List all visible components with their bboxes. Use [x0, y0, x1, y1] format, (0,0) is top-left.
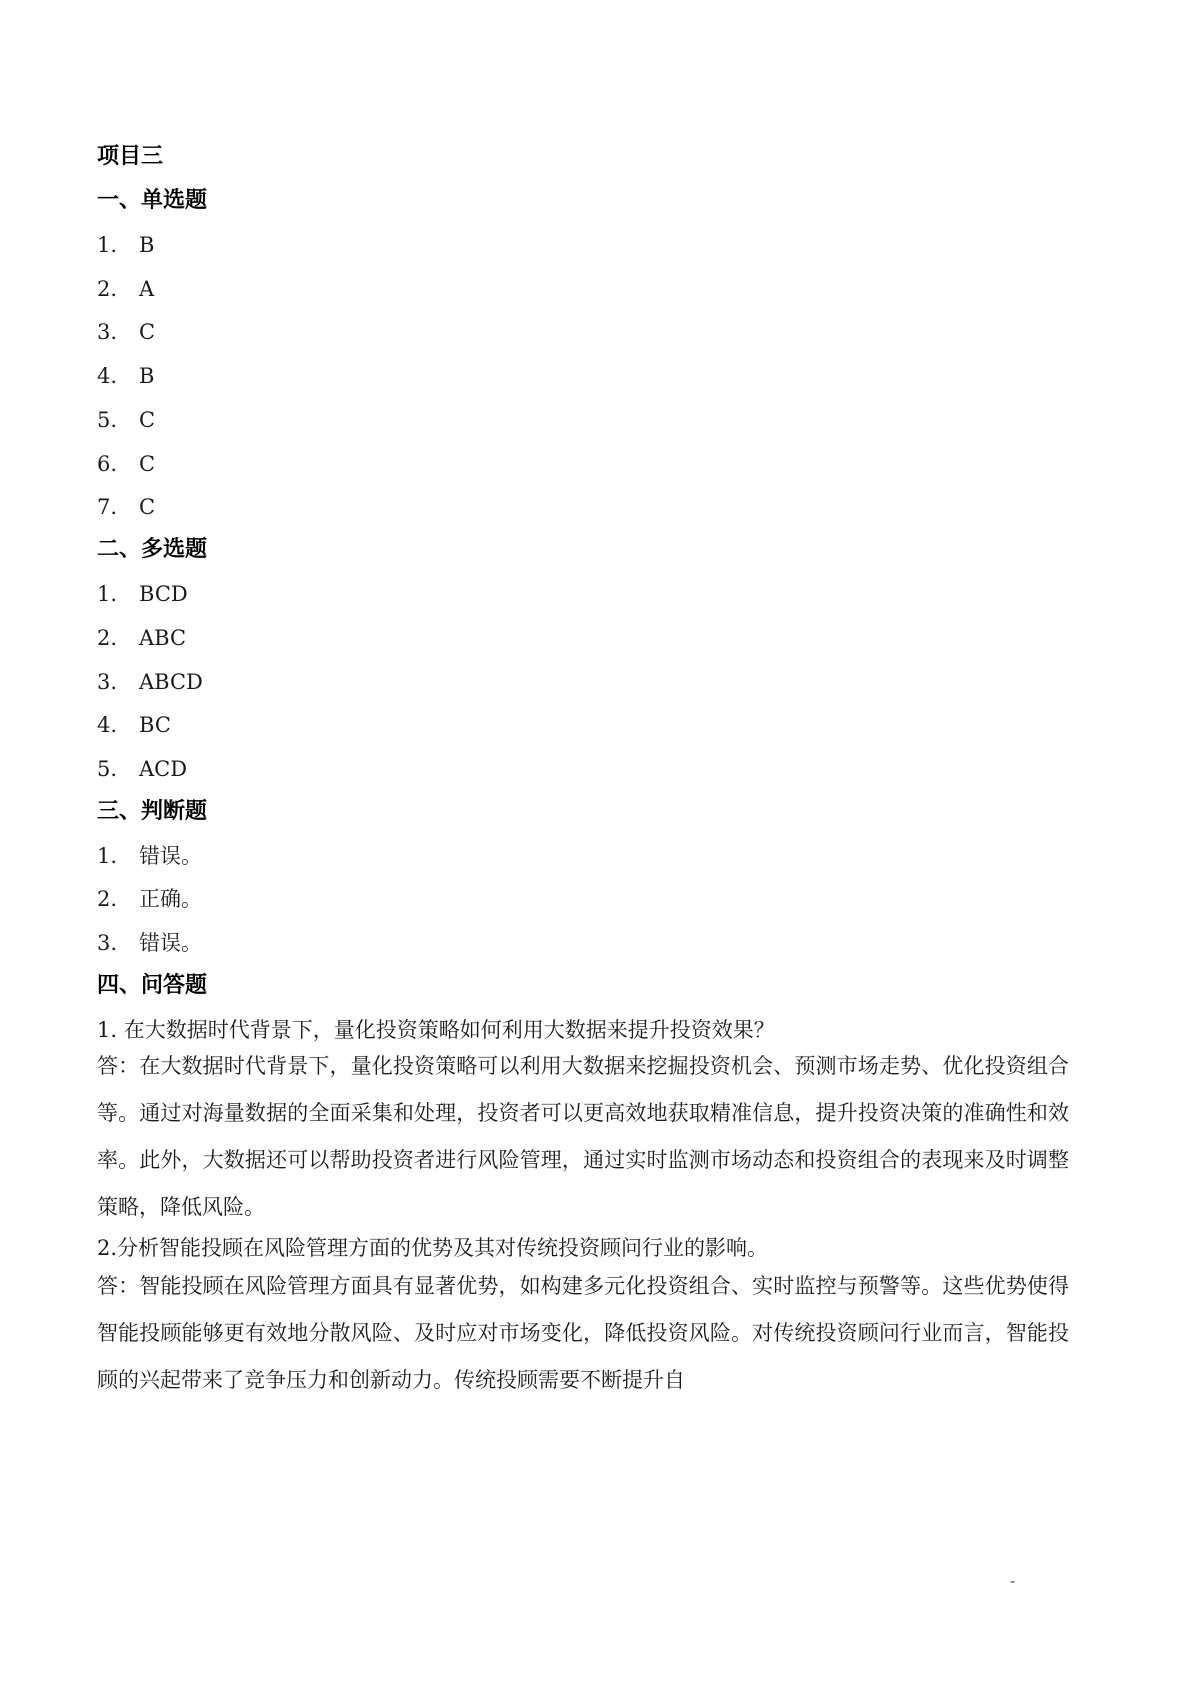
- answer-number: 3.: [97, 931, 118, 955]
- multiple-choice-answer-3: [97, 667, 203, 697]
- answer-number: 1.: [97, 844, 118, 868]
- single-choice-answer-7: [97, 492, 155, 522]
- answer-number: 2.: [97, 277, 118, 301]
- section-heading-single-choice: 一、单选题: [97, 188, 208, 213]
- answer-number: 7.: [97, 495, 118, 519]
- section-heading-true-false: 三、判断题: [97, 799, 208, 824]
- answer-value: B: [139, 364, 155, 388]
- answer-value: 正确。: [139, 887, 202, 911]
- multiple-choice-answer-2: [97, 623, 186, 653]
- answer-value: BC: [139, 713, 171, 737]
- section-heading-short-answer: 四、问答题: [97, 973, 208, 998]
- answer-2-paragraph: 答：智能投顾在风险管理方面具有显著优势，如构建多元化投资组合、实时监控与预警等。这些优势使得智能投顾能够更有效地分散风险、及时应对市场变化，降低投资风险。对传统投资顾问行业而言，智能投顾的兴起带来了竞争压力和创新动力。传统投顾需要不断提升自: [97, 1274, 1069, 1392]
- answer-number: 4.: [97, 364, 118, 388]
- single-choice-answer-4: [97, 361, 154, 391]
- answer-number: 4.: [97, 713, 118, 737]
- answer-1-paragraph: 答：在大数据时代背景下，量化投资策略可以利用大数据来挖掘投资机会、预测市场走势、优化投资组合等。通过对海量数据的全面采集和处理，投资者可以更高效地获取精准信息，提升投资决策的准确性和效率。此外，大数据还可以帮助投资者进行风险管理，通过实时监测市场动态和投资组合的表现来及时调整策略，降低风险。: [97, 1054, 1069, 1219]
- answer-value: C: [139, 495, 156, 519]
- answer-value: C: [139, 408, 156, 432]
- single-choice-answer-3: [97, 317, 155, 347]
- true-false-answer-1: [97, 841, 202, 871]
- page-number-mark: -: [1010, 1574, 1016, 1590]
- answer-number: 3.: [97, 670, 118, 694]
- answer-number: 5.: [97, 408, 118, 432]
- answer-value: B: [139, 233, 155, 257]
- answer-value: ACD: [139, 757, 188, 781]
- single-choice-answer-1: [97, 230, 154, 260]
- question-2: 2.分析智能投顾在风险管理方面的优势及其对传统投资顾问行业的影响。: [97, 1236, 769, 1260]
- answer-number: 2.: [97, 626, 118, 650]
- answer-value: 错误。: [139, 931, 202, 955]
- single-choice-answer-5: [97, 405, 155, 435]
- section-heading-multiple-choice: 二、多选题: [97, 537, 208, 562]
- answer-value: BCD: [139, 582, 188, 606]
- answer-number: 6.: [97, 452, 118, 476]
- answer-value: A: [139, 277, 155, 301]
- answer-value: C: [139, 320, 156, 344]
- single-choice-answer-6: [97, 449, 155, 479]
- answer-value: 错误。: [139, 844, 202, 868]
- answer-number: 1.: [97, 582, 118, 606]
- project-title: 项目三: [97, 144, 164, 169]
- true-false-answer-2: [97, 884, 202, 914]
- answer-value: C: [139, 452, 156, 476]
- answer-number: 1.: [97, 233, 118, 257]
- multiple-choice-answer-4: [97, 710, 171, 740]
- single-choice-answer-2: [97, 274, 154, 304]
- multiple-choice-answer-1: [97, 579, 188, 609]
- answer-number: 3.: [97, 320, 118, 344]
- true-false-answer-3: [97, 928, 202, 958]
- question-1: 1. 在大数据时代背景下，量化投资策略如何利用大数据来提升投资效果？: [97, 1018, 775, 1042]
- answer-value: ABCD: [139, 670, 203, 694]
- answer-number: 5.: [97, 757, 118, 781]
- multiple-choice-answer-5: [97, 754, 187, 784]
- answer-value: ABC: [139, 626, 187, 650]
- answer-number: 2.: [97, 887, 118, 911]
